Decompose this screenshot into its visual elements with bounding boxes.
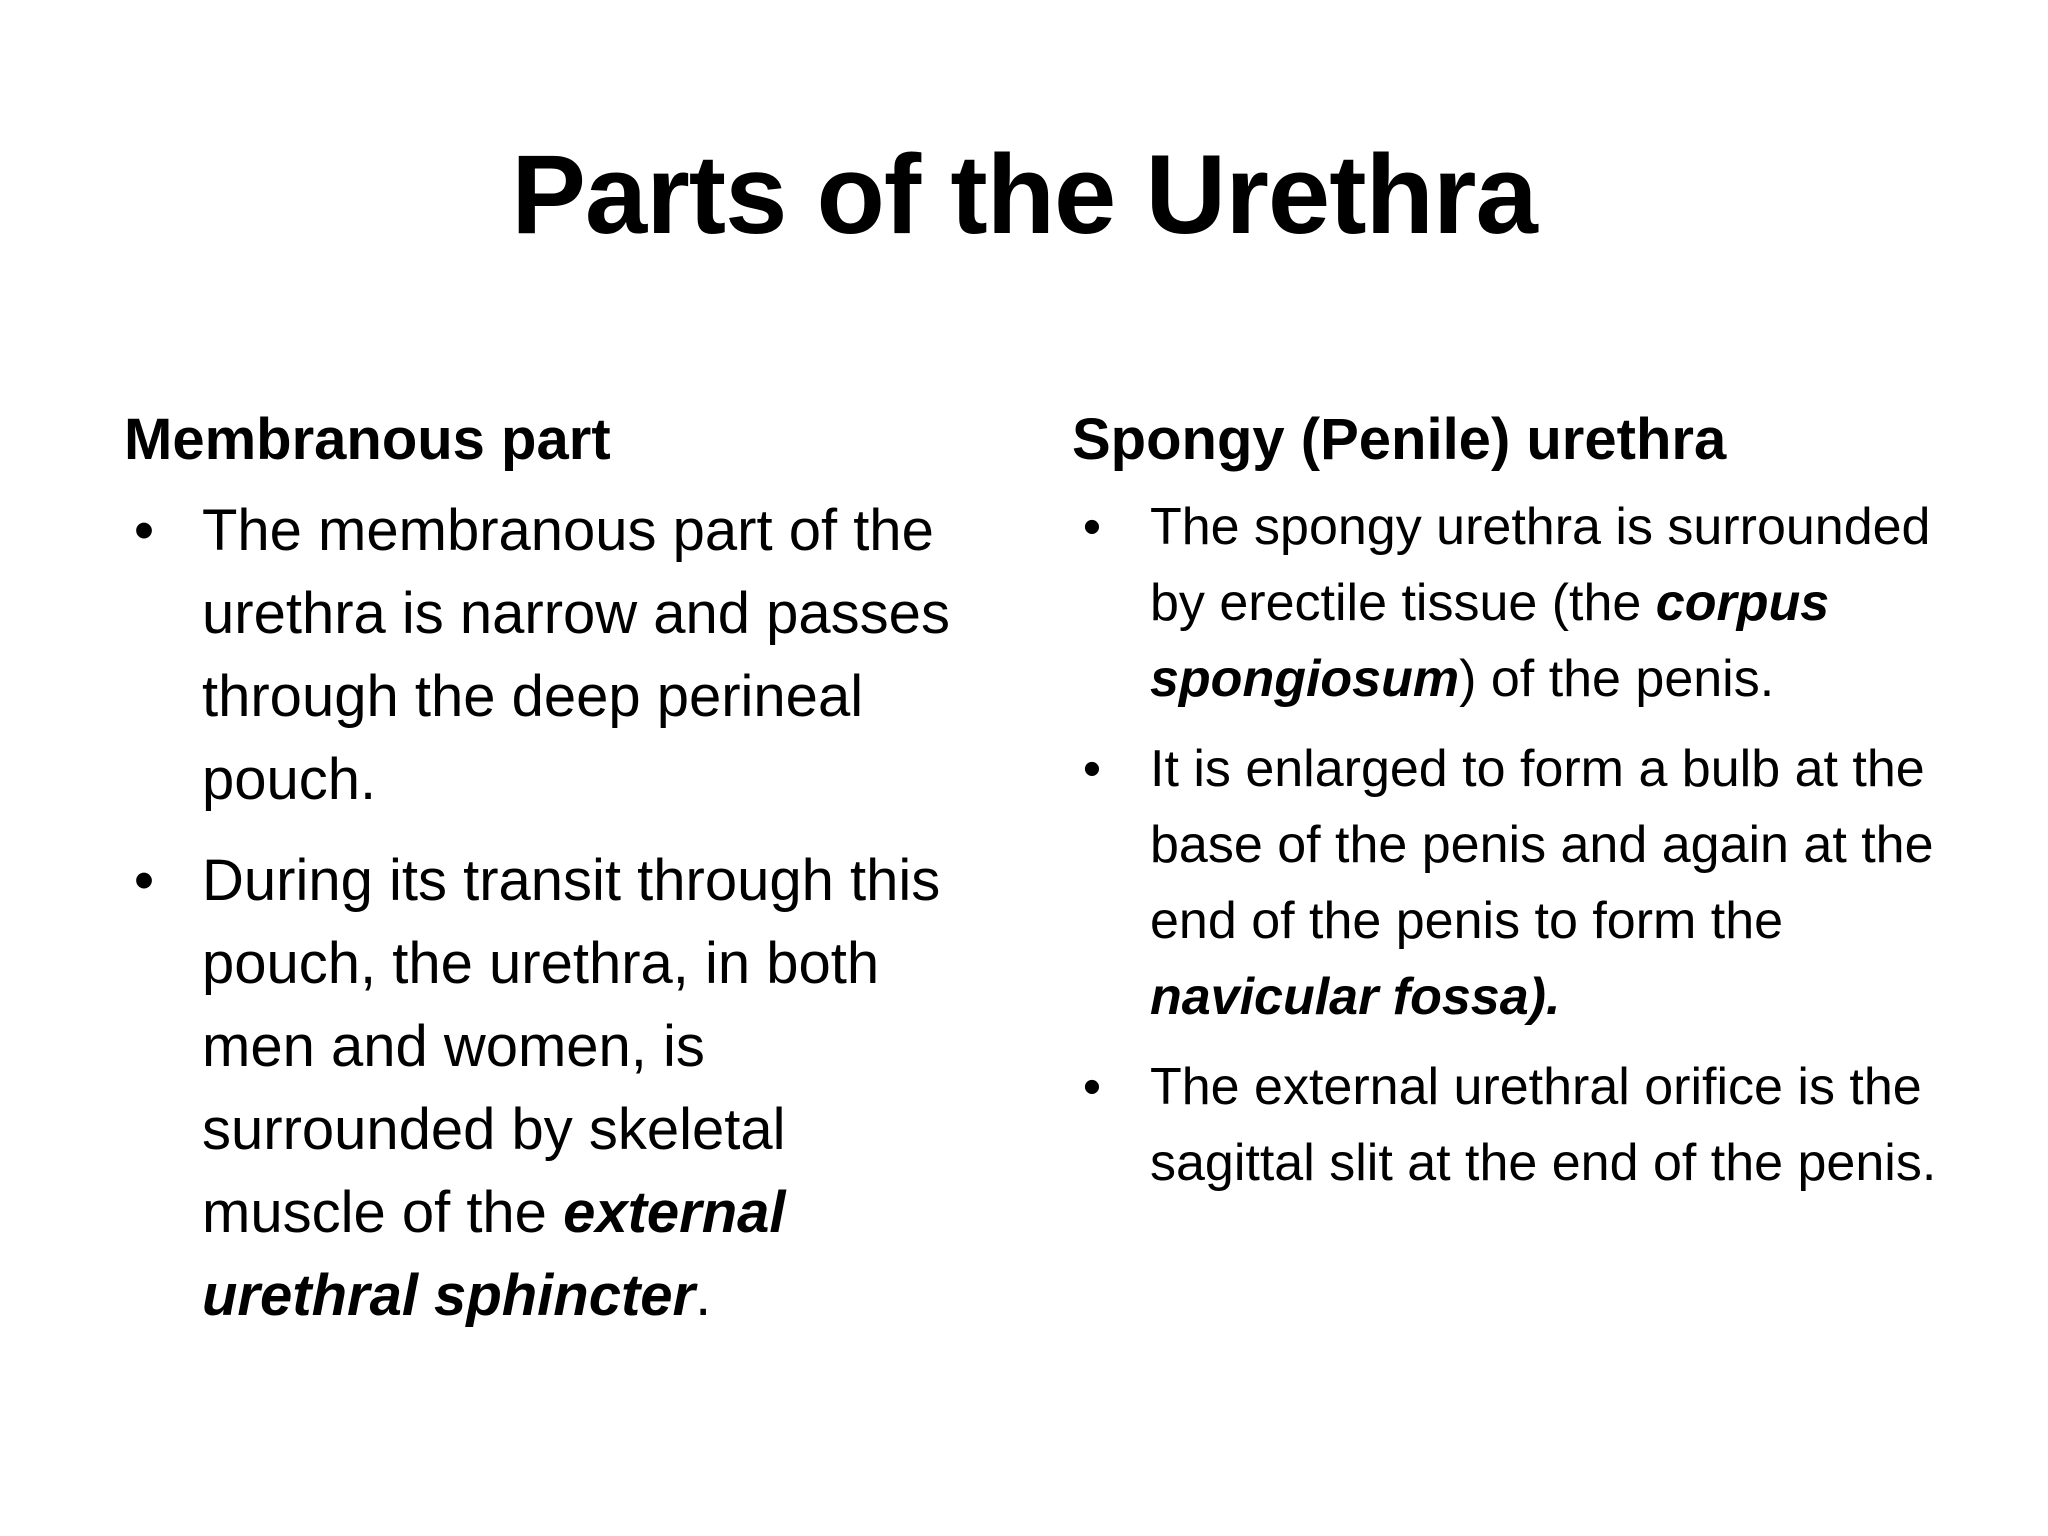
bullet-item: [1072, 731, 1952, 1035]
bullet-dot-icon: •: [133, 848, 155, 913]
bullet-text-end: .: [695, 1263, 712, 1328]
bullet-text: The spongy urethra is surrounded by erectile tissue (the: [1150, 498, 1931, 632]
emphasized-term: navicular fossa).: [1150, 968, 1561, 1026]
right-bullet-list: [1072, 489, 1952, 1201]
bullet-item: [1072, 1049, 1952, 1201]
slide-title: Parts of the Urethra: [511, 132, 1537, 257]
bullet-text: The external urethral orifice is the sagittal slit at the end of the penis.: [1150, 1058, 1937, 1192]
bullet-dot-icon: •: [1082, 740, 1102, 798]
bullet-item: [1072, 489, 1952, 717]
left-bullet-list: [124, 489, 984, 1337]
bullet-text: It is enlarged to form a bulb at the base of the penis and again at the end of the penis to form the: [1150, 740, 1934, 950]
bullet-text: The membranous part of the urethra is narrow and passes through the deep perineal pouch.: [202, 498, 950, 812]
left-column: [124, 405, 984, 1355]
right-column: [1072, 405, 1952, 1215]
bullet-dot-icon: •: [133, 498, 155, 563]
bullet-item: [124, 839, 984, 1337]
emphasized-term: corpus spongiosum: [1150, 574, 1830, 708]
bullet-text-end: ) of the penis.: [1459, 650, 1775, 708]
right-column-heading: Spongy (Penile) urethra: [1072, 407, 1727, 472]
bullet-item: [124, 489, 984, 821]
bullet-text: During its transit through this pouch, the urethra, in both men and women, is surrounded by skeletal muscle of the: [202, 848, 941, 1245]
bullet-dot-icon: •: [1082, 1058, 1102, 1116]
bullet-dot-icon: •: [1082, 498, 1102, 556]
left-column-heading: Membranous part: [124, 407, 611, 472]
emphasized-term: external urethral sphincter: [202, 1180, 786, 1328]
